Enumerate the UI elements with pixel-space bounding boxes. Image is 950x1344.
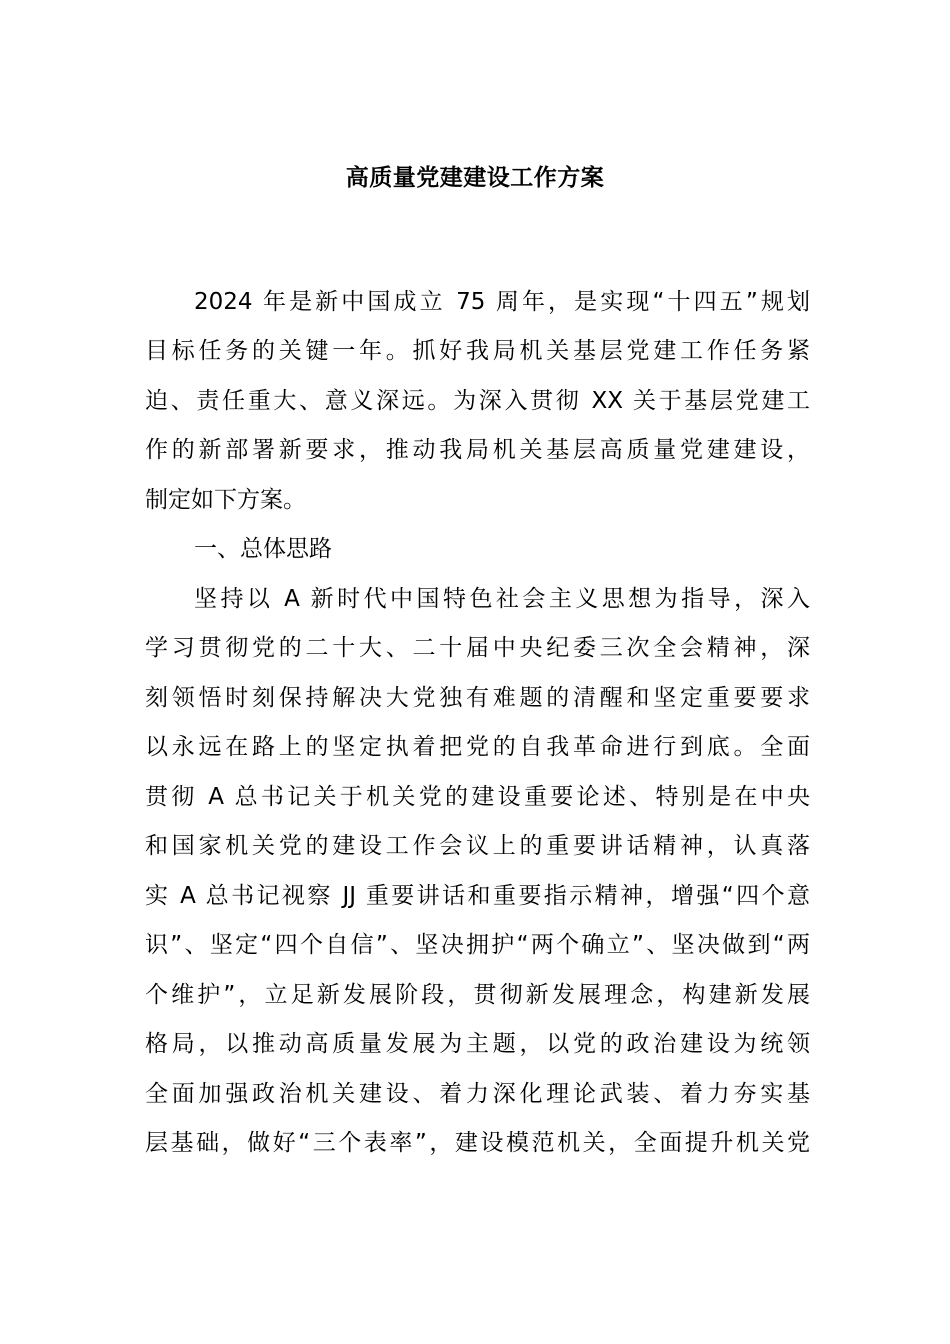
paragraph-line: 以永远在路上的坚定执着把党的自我革命进行到底。全面 bbox=[145, 734, 810, 760]
paragraph-line: 坚持以 A 新时代中国特色社会主义思想为指导，深入 bbox=[194, 586, 810, 612]
document-title: 高质量党建建设工作方案 bbox=[345, 165, 605, 191]
paragraph-line: 2024 年是新中国成立 75 周年，是实现“十四五”规划 bbox=[194, 289, 810, 315]
paragraph-line: 层基础，做好“三个表率”，建设模范机关，全面提升机关党 bbox=[145, 1130, 810, 1156]
paragraph-line: 全面加强政治机关建设、着力深化理论武装、着力夯实基 bbox=[145, 1081, 810, 1107]
paragraph-line: 和国家机关党的建设工作会议上的重要讲话精神，认真落 bbox=[145, 833, 810, 859]
section-heading: 一、总体思路 bbox=[194, 536, 332, 562]
paragraph-line: 贯彻 A 总书记关于机关党的建设重要论述、特别是在中央 bbox=[145, 784, 810, 810]
paragraph-line: 目标任务的关键一年。抓好我局机关基层党建工作任务紧 bbox=[145, 338, 810, 364]
paragraph-line: 学习贯彻党的二十大、二十届中央纪委三次全会精神，深 bbox=[145, 635, 810, 661]
paragraph-line: 个维护”，立足新发展阶段，贯彻新发展理念，构建新发展 bbox=[145, 982, 810, 1008]
paragraph-line: 实 A 总书记视察 JJ 重要讲话和重要指示精神，增强“四个意 bbox=[145, 883, 810, 909]
paragraph-line: 制定如下方案。 bbox=[145, 487, 306, 513]
paragraph-line: 格局，以推动高质量发展为主题，以党的政治建设为统领 bbox=[145, 1031, 810, 1057]
paragraph-line: 迫、责任重大、意义深远。为深入贯彻 XX 关于基层党建工 bbox=[145, 388, 810, 414]
paragraph-line: 识”、坚定“四个自信”、坚决拥护“两个确立”、坚决做到“两 bbox=[145, 932, 810, 958]
paragraph-line: 刻领悟时刻保持解决大党独有难题的清醒和坚定重要要求 bbox=[145, 685, 810, 711]
paragraph-line: 作的新部署新要求，推动我局机关基层高质量党建建设， bbox=[145, 437, 810, 463]
